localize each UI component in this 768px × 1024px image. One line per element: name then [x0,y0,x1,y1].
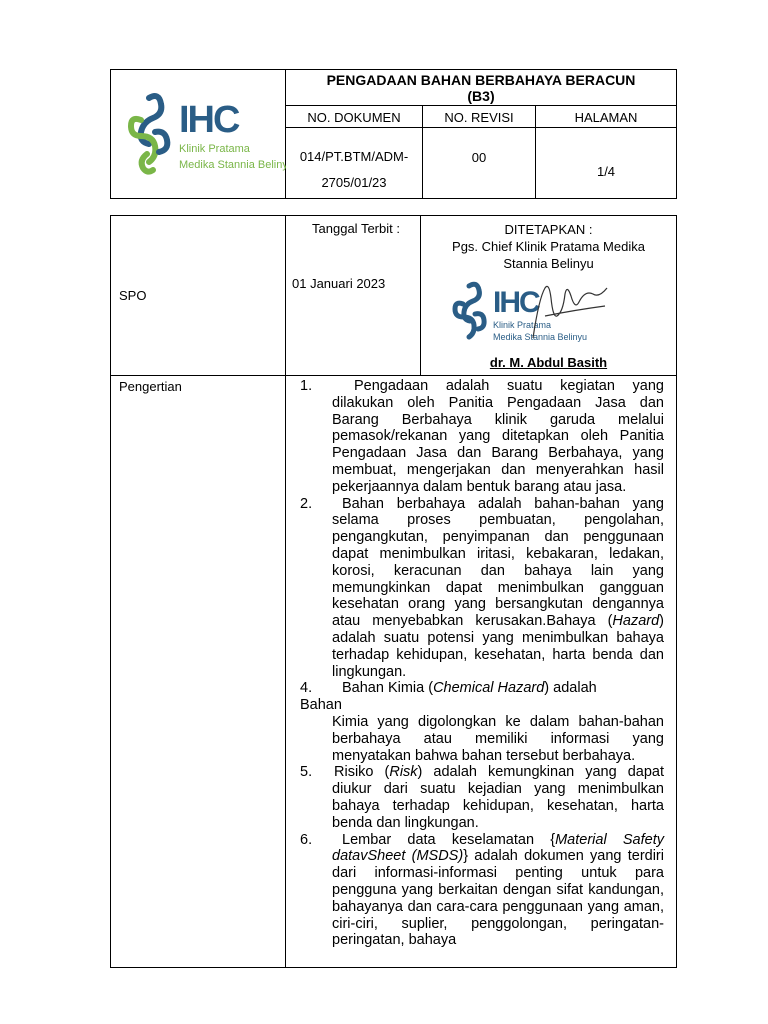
approver-title-line1: Pgs. Chief Klinik Pratama Medika [452,239,645,254]
list-item: 5. Risiko (Risk) adalah kemungkinan yang dapat diukur dari suatu kejadian yang menimbulkan bahaya terhadap kehidupan, kesehatan, harta benda dan lingkungan. [300,764,664,831]
logo-mark: IHC [493,286,539,319]
approved-label: DITETAPKAN : [504,222,593,237]
doc-number-value: 014/PT.BTM/ADM- 2705/01/23 [286,128,423,199]
page-value: 1/4 [536,128,677,199]
signature-icon [533,286,607,338]
page-label: HALAMAN [536,105,677,128]
revision-label: NO. REVISI [423,105,536,128]
definition-list [286,376,677,968]
list-item: 2. Bahan berbahaya adalah bahan-bahan yang selama proses pembuatan, pengolahan, pengangkutan, penyimpanan dan penggunaan dapat menimbulkan iritasi, kebakaran, ledakan, korosi, keracunan dan bahaya lain yang memungkinkan dapat menimbulkan gangguan kesehatan orang yang bersangkutan dengannya atau menyebabkan kerusakan.Bahaya (Hazard) adalah suatu potensi yang menimbulkan bahaya terhadap kehidupan, kesehatan, harta benda dan lingkungan. [300,495,664,680]
issue-date-value: 01 Januari 2023 [292,276,386,291]
logo-line2: Medika Stannia Belinyu [179,159,286,171]
issue-date-cell [286,216,421,376]
signatory-name: dr. M. Abdul Basith [489,355,608,370]
logo-line1: Klinik Pratama [493,320,552,330]
approver-title-line2: Stannia Belinyu [503,256,594,271]
logo-line2: Medika Stannia Belinyu [493,332,588,342]
revision-value: 00 [423,128,536,199]
ihc-logo [111,70,286,195]
spo-table [110,215,677,968]
list-item-wrap: Bahan [300,697,342,714]
doc-number-label: NO. DOKUMEN [286,105,423,128]
list-item: 6. Lembar data keselamatan {Material Safety datavSheet (MSDS)} adalah dokumen yang terdiri dari informasi-informasi penting untuk para pengguna yang berkaitan dengan sifat kandungan, bahayanya dan cara-cara penggunaan yang aman, ciri-ciri, suplier, penggolongan, peringatan-peringatan, bahaya [300,831,664,949]
approval-cell [421,216,677,376]
logo-mark: IHC [179,99,239,141]
list-item: 4. Bahan Kimia (Chemical Hazard) adalah [300,680,597,697]
logo-line1: Klinik Pratama [179,143,250,155]
list-item-continuation: Kimia yang digolongkan ke dalam bahan-bahan berbahaya atau memiliki informasi yang menyatakan bahwa bahan tersebut berbahaya. [332,713,664,764]
issue-date-label: Tanggal Terbit : [312,221,400,236]
document-header-table [110,69,677,199]
logo-with-signature [445,276,625,350]
ihc-emblem-icon [455,284,484,337]
clinic-logo-cell [111,70,286,199]
document-title: PENGADAAN BAHAN BERBAHAYA BERACUN (B3) [286,70,677,106]
ihc-emblem-icon [131,96,167,172]
list-item: 1. Pengadaan adalah suatu kegiatan yang dilakukan oleh Panitia Pengadaan Jasa dan Barang Berbahaya klinik garuda melalui pemasok/rekanan yang ditetapkan oleh Panitia Pengadaan Jasa dan Barang Berbahaya, yang membuat, mengerjakan dan menyerahkan hasil pekerjaannya dalam bentuk barang atau jasa. [300,378,664,495]
definition-label: Pengertian [111,376,286,968]
spo-label: SPO [111,216,286,376]
